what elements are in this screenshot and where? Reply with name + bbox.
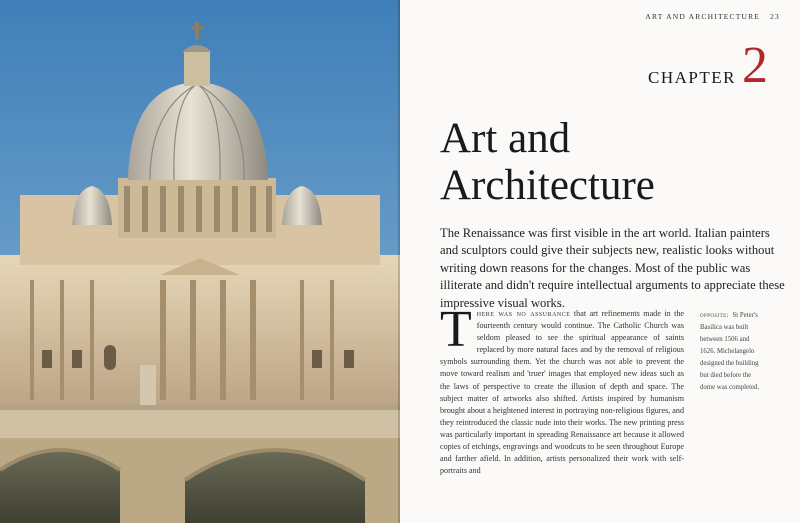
photo-caption	[700, 310, 762, 394]
body-text	[440, 301, 684, 477]
chapter-label: CHAPTER	[648, 68, 736, 87]
chapter-number: 2	[742, 37, 768, 94]
chapter-heading	[648, 37, 768, 94]
body-paragraph: that art refinements made in the fourteenth century would continue. The Catholic Church was seldom pleased to see the spiritual appearance of saints replaced by more natural faces and by the removal of religious symbols surrounding them. Yet the church was not able to prevent the move toward realism and 'truer' images that employed new ideas such as the laws of perspective to create the illusion of depth and space. The subject matter of artworks also shifted. Artists inspired by humanism brought about a heightened interest in portraying non-religious figures, and they reintroduced the classic nude into their works. The new printing press was particularly important in spreading Renaissance art because it allowed copies of etchings, engravings and woodcuts to be seen throughout Europe and farther afield. In addition, artists personalized their work with self-portraits and	[440, 309, 684, 476]
page-number: 23	[770, 12, 780, 21]
running-head-title: ART AND ARCHITECTURE	[645, 12, 761, 21]
text-page	[400, 0, 800, 523]
caption-text: St Peter's Basilica was built between 1506 and 1626. Michelangelo designed the building but died before the dome was completed.	[700, 312, 760, 391]
drop-cap: T	[440, 301, 472, 358]
chapter-title	[440, 115, 760, 209]
body-opening-words: here was no assurance	[476, 309, 571, 318]
chapter-title-line2: Architecture	[440, 162, 655, 209]
chapter-title-line1: Art and	[440, 115, 571, 162]
intro-paragraph: The Renaissance was first visible in the art world. Italian painters and sculptors could give their subjects new, realistic looks without writing down reasons for the changes. Most of the public was illiterate and didn't require intellectual arguments to appreciate these impressive visual works.	[440, 225, 785, 310]
caption-label: opposite:	[700, 312, 729, 319]
running-head	[645, 12, 780, 21]
